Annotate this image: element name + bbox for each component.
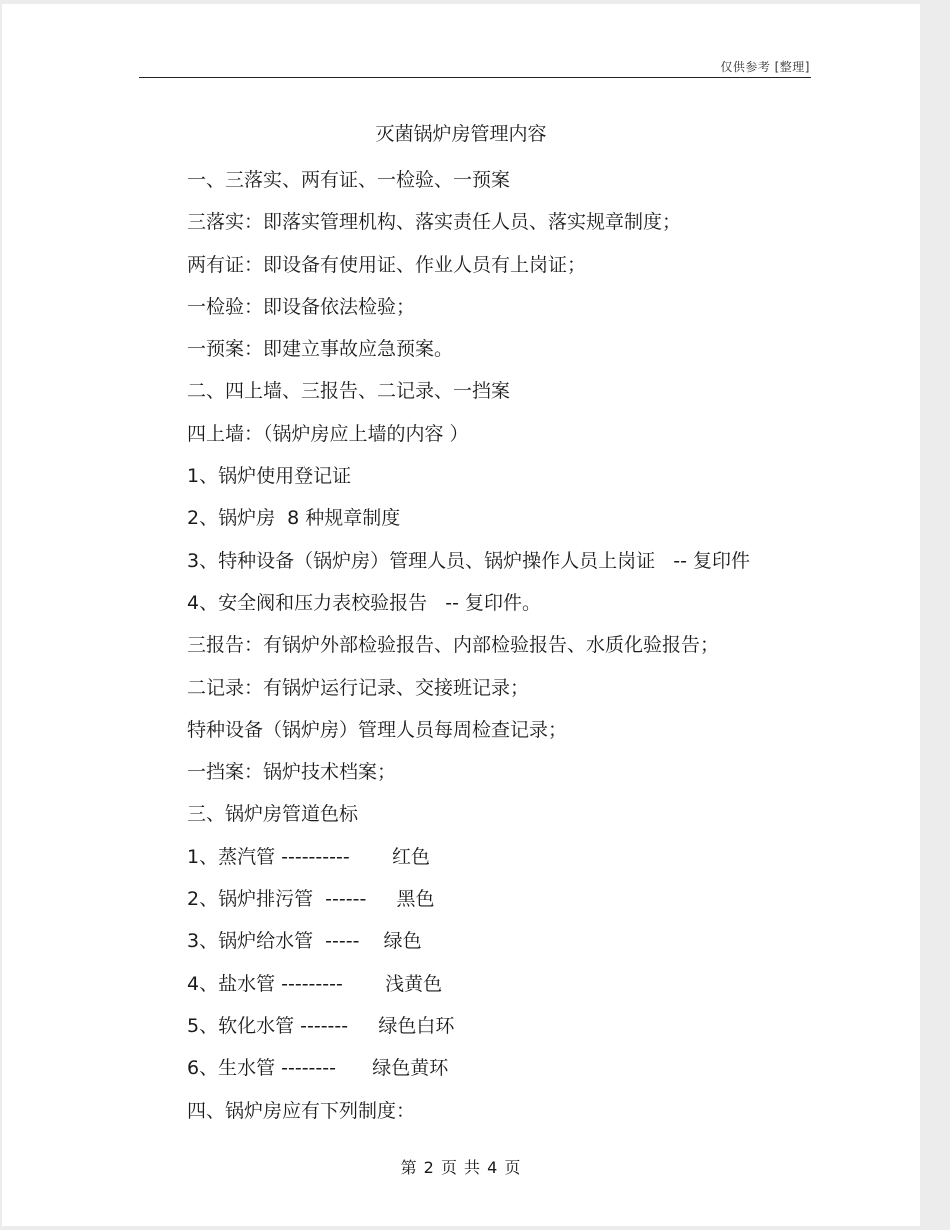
list-item: 1、蒸汽管 ---------- 红色	[187, 845, 430, 868]
body-line: 特种设备（锅炉房）管理人员每周检查记录；	[187, 718, 568, 741]
body-line: 两有证：即设备有使用证、作业人员有上岗证；	[187, 253, 587, 276]
body-line: 三报告：有锅炉外部检验报告、内部检验报告、水质化验报告；	[187, 634, 720, 657]
section-heading-2: 二、四上墙、三报告、二记录、一挡案	[187, 380, 511, 403]
section-heading-4: 四、锅炉房应有下列制度：	[187, 1099, 416, 1122]
body-line: 一挡案：锅炉技术档案；	[187, 761, 397, 784]
list-item: 4、安全阀和压力表校验报告 -- 复印件。	[187, 591, 541, 614]
page-number-footer: 第 2 页 共 4 页	[400, 1158, 522, 1177]
body-line: 四上墙：（锅炉房应上墙的内容 ）	[187, 422, 469, 445]
list-item: 2、锅炉房 8 种规章制度	[187, 507, 401, 530]
header-note: 仅供参考 [整理]	[720, 60, 810, 74]
list-item: 6、生水管 -------- 绿色黄环	[187, 1057, 449, 1080]
list-item: 2、锅炉排污管 ------ 黑色	[187, 888, 435, 911]
document-title: 灭菌锅炉房管理内容	[375, 123, 547, 145]
body-line: 一检验：即设备依法检验；	[187, 295, 416, 318]
body-line: 一预案：即建立事故应急预案。	[187, 338, 454, 361]
list-item: 4、盐水管 --------- 浅黄色	[187, 972, 443, 995]
list-item: 3、锅炉给水管 ----- 绿色	[187, 930, 422, 953]
list-item: 3、特种设备（锅炉房）管理人员、锅炉操作人员上岗证 -- 复印件	[187, 549, 750, 572]
list-item: 5、软化水管 ------- 绿色白环	[187, 1014, 455, 1037]
section-heading-3: 三、锅炉房管道色标	[187, 803, 359, 826]
body-line: 二记录：有锅炉运行记录、交接班记录；	[187, 676, 530, 699]
section-heading-1: 一、三落实、两有证、一检验、一预案	[187, 169, 511, 191]
document-page	[2, 4, 920, 1226]
list-item: 1、锅炉使用登记证	[187, 465, 352, 488]
document-body	[187, 159, 827, 1132]
body-line: 三落实：即落实管理机构、落实责任人员、落实规章制度；	[187, 211, 682, 234]
header-divider	[139, 77, 811, 78]
